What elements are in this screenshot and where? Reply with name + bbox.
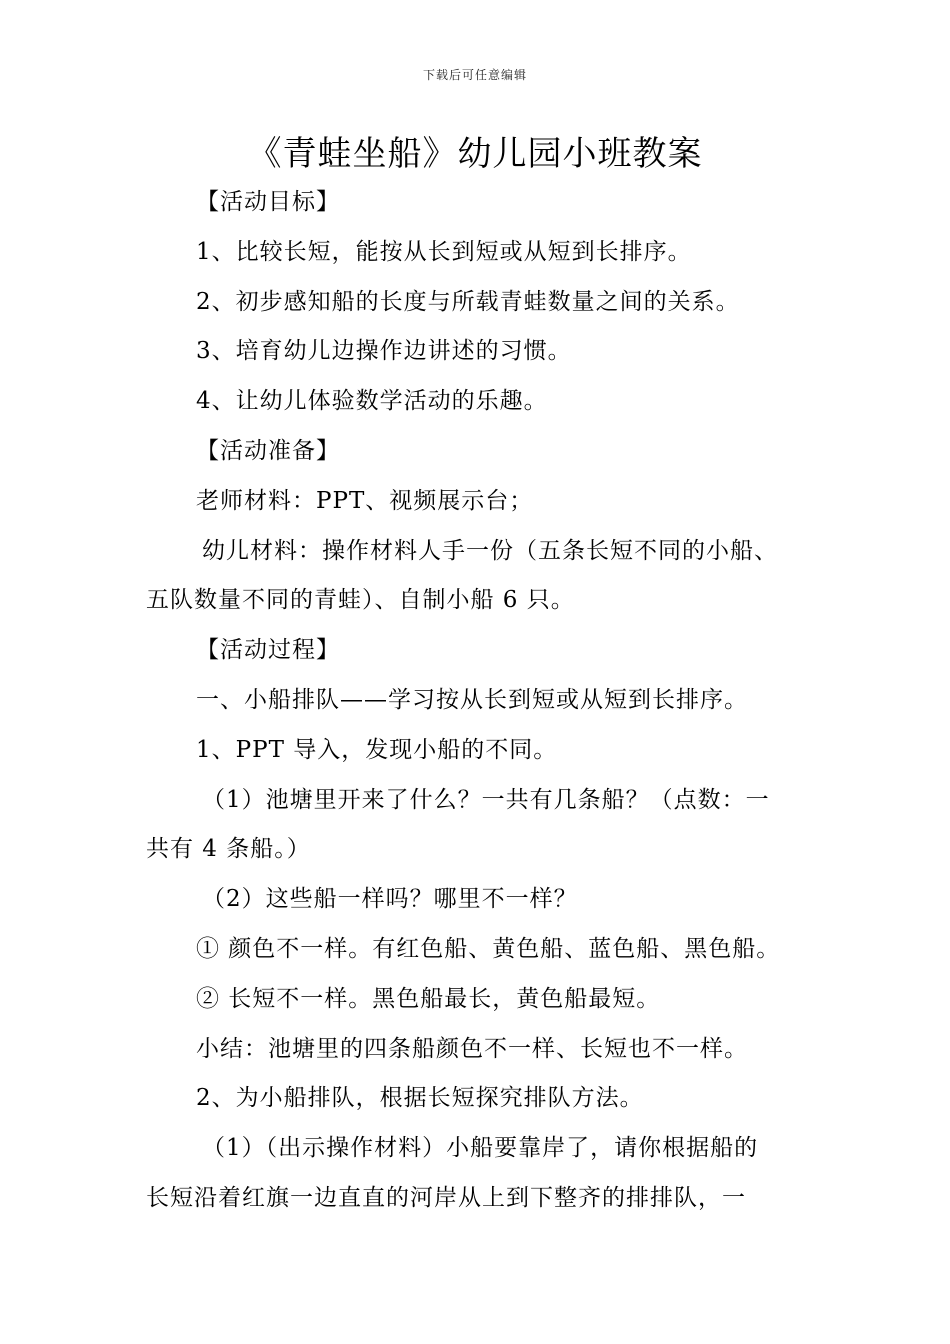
paragraph-line: ② 长短不一样。黑色船最长，黄色船最短。 [196, 985, 661, 1012]
paragraph-line: （1）池塘里开来了什么？一共有几条船？（点数：一 [202, 786, 770, 813]
section-heading-process: 【活动过程】 [196, 637, 340, 664]
paragraph-line: 4、让幼儿体验数学活动的乐趣。 [196, 388, 548, 415]
header-note: 下载后可任意编辑 [422, 68, 527, 82]
paragraph-line: 3、培育幼儿边操作边讲述的习惯。 [196, 338, 572, 365]
paragraph-line: 共有 4 条船。） [146, 836, 311, 863]
paragraph-line: （1）（出示操作材料）小船要靠岸了，请你根据船的 [202, 1135, 759, 1162]
paragraph-line: 一、小船排队——学习按从长到短或从短到长排序。 [196, 686, 748, 713]
document-body [146, 178, 826, 1224]
paragraph-line: 1、PPT 导入，发现小船的不同。 [196, 736, 558, 763]
paragraph-line: （2）这些船一样吗？哪里不一样？ [202, 886, 578, 913]
paragraph-line: 2、初步感知船的长度与所载青蛙数量之间的关系。 [196, 288, 740, 315]
paragraph-line: 2、为小船排队，根据长短探究排队方法。 [196, 1085, 644, 1112]
paragraph-line: 老师材料：PPT、视频展示台； [196, 487, 534, 514]
section-heading-preparation: 【活动准备】 [196, 437, 340, 464]
paragraph-line: ① 颜色不一样。有红色船、黄色船、蓝色船、黑色船。 [196, 935, 781, 962]
paragraph-line: 小结：池塘里的四条船颜色不一样、长短也不一样。 [196, 1035, 748, 1062]
paragraph-line: 五队数量不同的青蛙）、自制小船 6 只。 [146, 587, 575, 614]
paragraph-line: 幼儿材料：操作材料人手一份（五条长短不同的小船、 [202, 537, 778, 564]
document-title: 《青蛙坐船》幼儿园小班教案 [247, 134, 703, 174]
paragraph-line: 长短沿着红旗一边直直的河岸从上到下整齐的排排队，一 [146, 1184, 746, 1211]
section-heading-goals: 【活动目标】 [196, 189, 340, 215]
paragraph-line: 1、比较长短，能按从长到短或从短到长排序。 [196, 238, 692, 265]
